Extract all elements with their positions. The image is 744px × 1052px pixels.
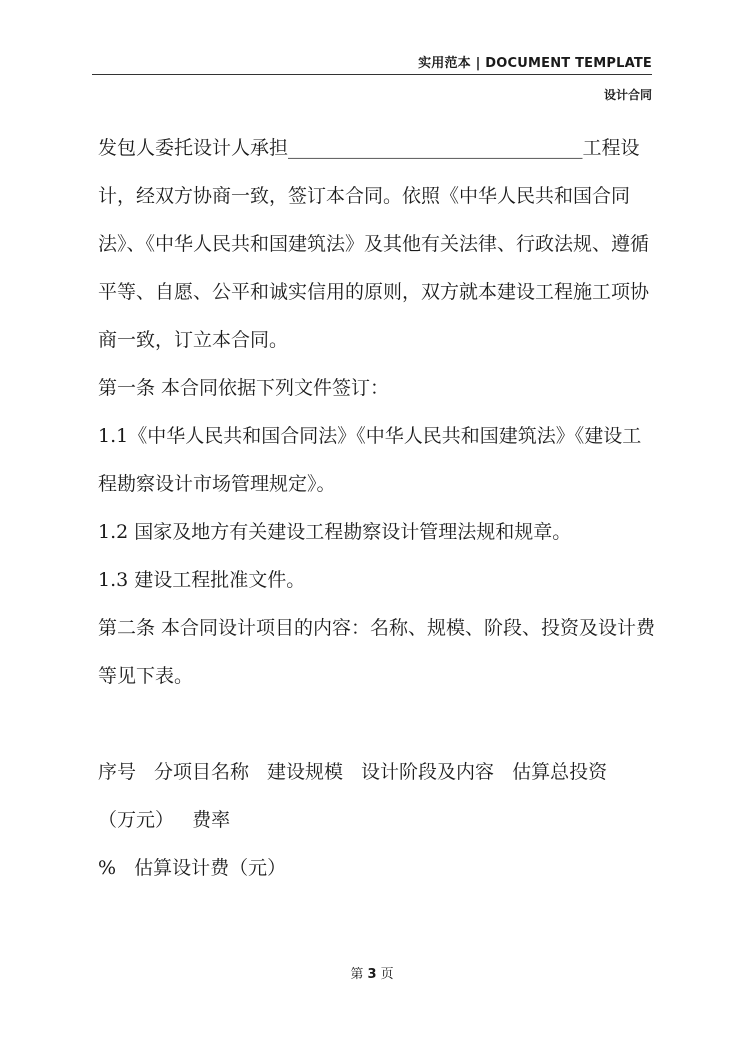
table-header-cell: 建设规模 [267,761,344,783]
document-body [98,136,658,904]
article-one-heading: 第一条 本合同依据下列文件签订： [98,377,390,399]
page-number-suffix: 页 [380,967,394,982]
page-number-prefix: 第 [350,967,364,982]
table-header-line-3: % 估算设计费（元） [98,857,287,879]
body-line: 法》、《中华人民共和国建筑法》及其他有关法律、行政法规、遵循 [98,233,650,255]
header-title: 实用范本 | DOCUMENT TEMPLATE [418,56,652,71]
page-footer [0,963,744,982]
table-header-line-2: （万元） 费率 [98,809,231,831]
body-line: 商一致，订立本合同。 [98,329,289,351]
spacer [98,712,658,760]
table-header-cell: 设计阶段及内容 [361,761,495,783]
table-header-row [98,760,658,784]
header-divider [92,74,652,75]
header-subtitle: 设计合同 [603,88,652,102]
body-line: 程勘察设计市场管理规定》。 [98,473,336,495]
body-line: 1.3 建设工程批准文件。 [98,569,306,591]
article-two-heading: 第二条 本合同设计项目的内容：名称、规模、阶段、投资及设计费 [98,617,656,639]
page-number: 3 [367,967,377,982]
body-line: 平等、自愿、公平和诚实信用的原则，双方就本建设工程施工项协 [98,281,650,303]
body-line: 1.1《中华人民共和国合同法》《中华人民共和国建筑法》《建设工 [98,425,642,447]
body-line: 等见下表。 [98,665,194,687]
body-line: 发包人委托设计人承担_______________________________工程设 [98,137,640,159]
table-header-cell: 序号 [98,761,137,783]
table-header-cell: 估算总投资 [512,761,608,783]
body-line: 计，经双方协商一致，签订本合同。依照《中华人民共和国合同 [98,185,631,207]
table-header-cell: 分项目名称 [154,761,250,783]
body-line: 1.2 国家及地方有关建设工程勘察设计管理法规和规章。 [98,521,572,543]
